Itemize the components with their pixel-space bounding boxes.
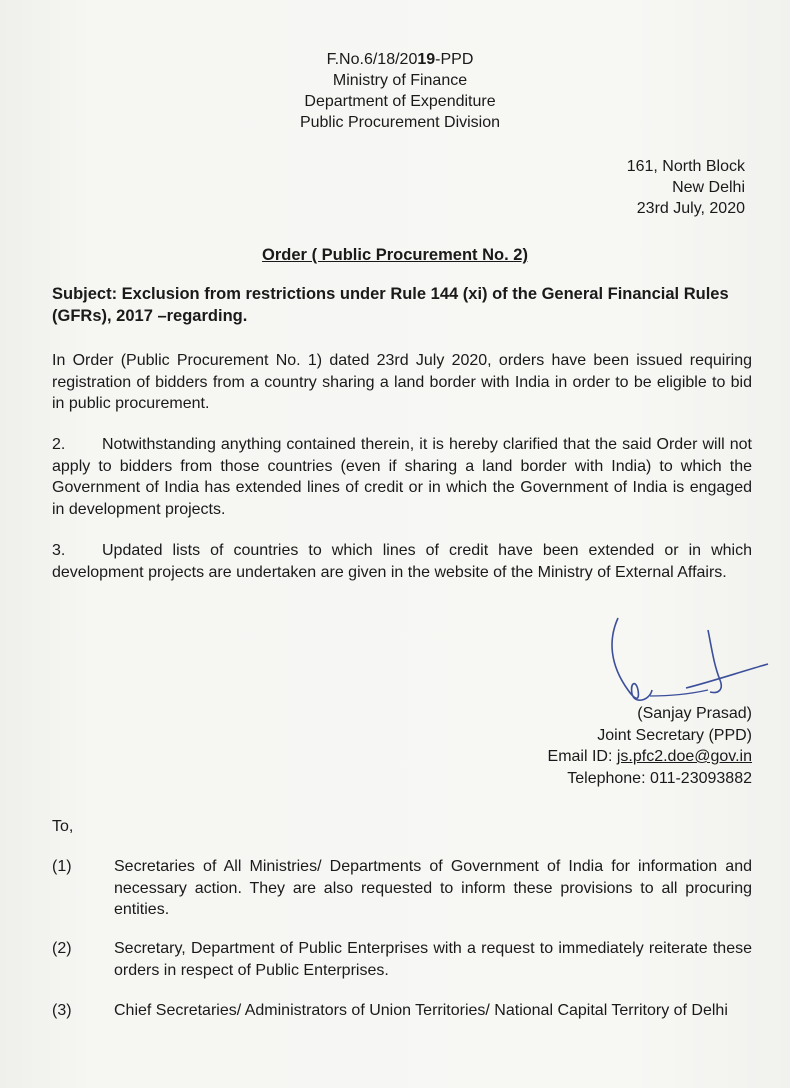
recipient-text: Secretaries of All Ministries/ Departments of Government of India for information and necessary action. They are also requested to inform these provisions to all procuring entities.	[114, 858, 752, 918]
paragraph-2-number: 2.	[52, 436, 66, 453]
recipient-number: (2)	[52, 940, 72, 957]
issue-date: 23rd July, 2020	[636, 200, 745, 217]
recipient-number: (3)	[52, 1002, 72, 1019]
address-line-1: 161, North Block	[626, 158, 745, 175]
paragraph-2	[52, 434, 752, 520]
signatory-email-line	[548, 746, 752, 768]
recipient-item	[52, 1000, 752, 1022]
subject-line: Subject: Exclusion from restrictions under Rule 144 (xi) of the General Financial Rules (GFRs), 2017 –regarding.	[52, 285, 729, 325]
paragraph-3-number: 3.	[52, 542, 66, 559]
signatory-name: (Sanjay Prasad)	[637, 705, 752, 722]
signatory-block	[548, 703, 752, 789]
paragraph-2-text: Notwithstanding anything contained therein, it is hereby clarified that the said Order will not apply to bidders from those countries (even if sharing a land border with India) to which the Government of India has extended lines of credit or in which the Government of India is engaged in development projects.	[52, 436, 752, 518]
file-number-year: 19	[417, 51, 436, 68]
email-label: Email ID:	[547, 748, 617, 765]
ministry-name: Ministry of Finance	[332, 72, 468, 89]
address-block	[627, 156, 745, 219]
file-number-suffix: -PPD	[435, 51, 474, 68]
department-name: Department of Expenditure	[304, 93, 496, 110]
paragraph-1: In Order (Public Procurement No. 1) dated 23rd July 2020, orders have been issued requiring registration of bidders from a country sharing a land border with India in order to be eligible to bid in public procurement.	[52, 352, 752, 412]
recipient-item	[52, 856, 752, 921]
paragraph-3-text: Updated lists of countries to which lines of credit have been extended or in which development projects are undertaken are given in the website of the Ministry of External Affairs.	[52, 542, 752, 581]
division-name: Public Procurement Division	[299, 114, 501, 131]
document-header	[210, 49, 590, 133]
email-link[interactable]: js.pfc2.doe@gov.in	[616, 748, 752, 765]
file-number	[210, 49, 590, 70]
address-line-2: New Delhi	[672, 179, 745, 196]
signatory-telephone: Telephone: 011-23093882	[567, 769, 752, 787]
recipient-text: Chief Secretaries/ Administrators of Union Territories/ National Capital Territory of Delhi	[114, 1002, 728, 1019]
signatory-designation: Joint Secretary (PPD)	[597, 726, 752, 744]
to-label: To,	[52, 818, 74, 835]
order-title: Order ( Public Procurement No. 2)	[262, 246, 528, 264]
file-number-prefix: F.No.6/18/20	[326, 51, 418, 68]
recipient-number: (1)	[52, 858, 72, 875]
paragraph-3	[52, 540, 752, 583]
recipient-text: Secretary, Department of Public Enterprises with a request to immediately reiterate these orders in respect of Public Enterprises.	[114, 940, 752, 979]
recipient-item	[52, 938, 752, 981]
